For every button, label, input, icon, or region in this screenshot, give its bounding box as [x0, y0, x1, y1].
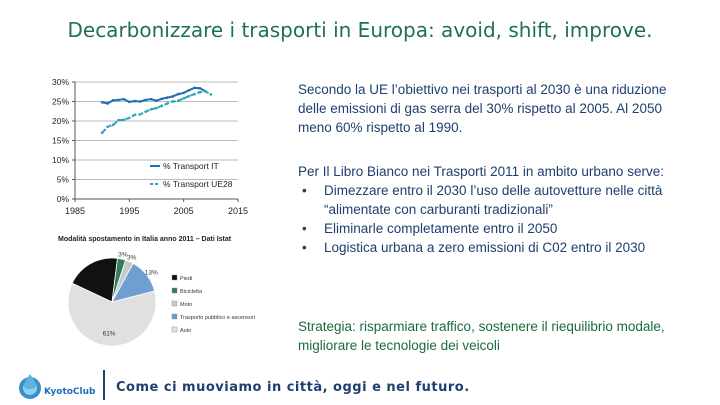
data-point	[117, 99, 120, 102]
data-point	[128, 117, 131, 120]
data-point	[199, 87, 202, 90]
pie-chart	[56, 232, 256, 352]
pie-legend-label: Bicicletta	[180, 289, 203, 295]
pie-data-label: 3%	[118, 251, 128, 259]
data-point	[139, 100, 142, 103]
data-point	[101, 101, 104, 104]
pie-legend-label: Trasporto pubblico e ascensori	[180, 315, 256, 321]
kyoto-club-logo	[12, 368, 96, 404]
footer-tagline: Come ci muoviamo in città, oggi e nel futuro.	[116, 380, 470, 395]
data-point	[172, 95, 175, 98]
pie-legend-swatch	[172, 288, 177, 293]
pie-legend-label: Moto	[180, 302, 193, 308]
data-point	[210, 93, 213, 96]
data-point	[161, 104, 164, 107]
bullet-dot: •	[302, 183, 307, 198]
pie-legend-label: Auto	[180, 328, 192, 334]
pie-legend-swatch	[172, 275, 177, 280]
data-point	[182, 92, 185, 95]
y-tick-label: 20%	[51, 116, 69, 126]
svg-text:KyotoClub: KyotoClub	[44, 387, 96, 397]
data-point	[150, 98, 153, 101]
paragraph-eu-target: Secondo la UE l’obiettivo nei trasporti al 2030 è una riduzione delle emissioni di gas serra del 30% rispetto al 2005. Al 2050 meno 60% rispetto al 1990.	[298, 82, 667, 135]
data-point	[123, 119, 126, 122]
white-paper-intro: Per Il Libro Bianco nei Trasporti 2011 in ambito urbano serve:	[298, 164, 664, 179]
pie-legend-swatch	[172, 327, 177, 332]
data-point	[117, 119, 120, 122]
x-tick-label: 2005	[173, 206, 194, 216]
data-point	[193, 93, 196, 96]
data-point	[144, 110, 147, 113]
data-point	[112, 124, 115, 127]
footer-divider	[103, 370, 105, 400]
pie-legend-swatch	[172, 314, 177, 319]
data-point	[112, 99, 115, 102]
pie-title: Modalità spostamento in Italia anno 2011 – Dati Istat	[58, 236, 232, 243]
data-point	[177, 99, 180, 102]
data-point	[133, 100, 136, 103]
bullet-item	[298, 181, 708, 219]
data-point	[188, 89, 191, 92]
data-point	[106, 126, 109, 129]
data-point	[204, 90, 207, 93]
data-point	[161, 97, 164, 100]
data-point	[133, 113, 136, 116]
paragraph-white-paper	[298, 162, 708, 257]
y-tick-label: 5%	[56, 174, 69, 185]
pie-data-label: 13%	[144, 269, 158, 277]
pie-legend-label: Piedi	[180, 276, 193, 282]
y-tick-label: 30%	[51, 77, 69, 87]
bullet-text: Eliminarle completamente entro il 2050	[324, 221, 558, 236]
data-point	[166, 102, 169, 105]
bullet-dot: •	[302, 221, 307, 236]
bullet-dot: •	[302, 240, 307, 255]
bullet-item	[298, 238, 708, 257]
data-point	[193, 87, 196, 90]
data-point	[177, 93, 180, 96]
data-point	[123, 98, 126, 101]
data-point	[155, 107, 158, 110]
legend-label: % Transport UE28	[163, 179, 233, 189]
bullet-text: Dimezzare entro il 2030 l’uso delle autovetture nelle città “alimentate con carburanti tradizionali”	[324, 183, 663, 217]
y-tick-label: 10%	[51, 155, 69, 165]
series-line	[102, 91, 211, 132]
data-point	[139, 113, 142, 116]
data-point	[182, 97, 185, 100]
data-point	[172, 100, 175, 103]
data-point	[150, 108, 153, 111]
data-point	[188, 95, 191, 98]
x-tick-label: 1995	[119, 206, 140, 216]
data-point	[128, 101, 131, 104]
data-point	[155, 99, 158, 102]
bullet-item	[298, 219, 708, 238]
data-point	[199, 91, 202, 94]
pie-data-label: 61%	[102, 330, 116, 338]
y-tick-label: 25%	[51, 96, 69, 107]
y-tick-label: 0%	[56, 194, 69, 204]
data-point	[166, 96, 169, 99]
y-tick-label: 15%	[51, 135, 69, 146]
bullet-text: Logistica urbana a zero emissioni di C02 entro il 2030	[324, 240, 646, 255]
data-point	[106, 102, 109, 105]
slide-title: Decarbonizzare i trasporti in Europa: avoid, shift, improve.	[67, 18, 653, 42]
strategy-text: Strategia: risparmiare traffico, sostenere il riequilibrio modale, migliorare le tecnologie dei veicoli	[298, 319, 665, 353]
data-point	[144, 99, 147, 102]
line-chart	[0, 68, 260, 228]
x-tick-label: 2015	[227, 206, 249, 216]
pie-data-label: 3%	[127, 254, 137, 262]
data-point	[101, 131, 104, 134]
legend-label: % Transport IT	[163, 161, 219, 171]
pie-legend-swatch	[172, 301, 177, 306]
x-tick-label: 1985	[64, 206, 86, 216]
